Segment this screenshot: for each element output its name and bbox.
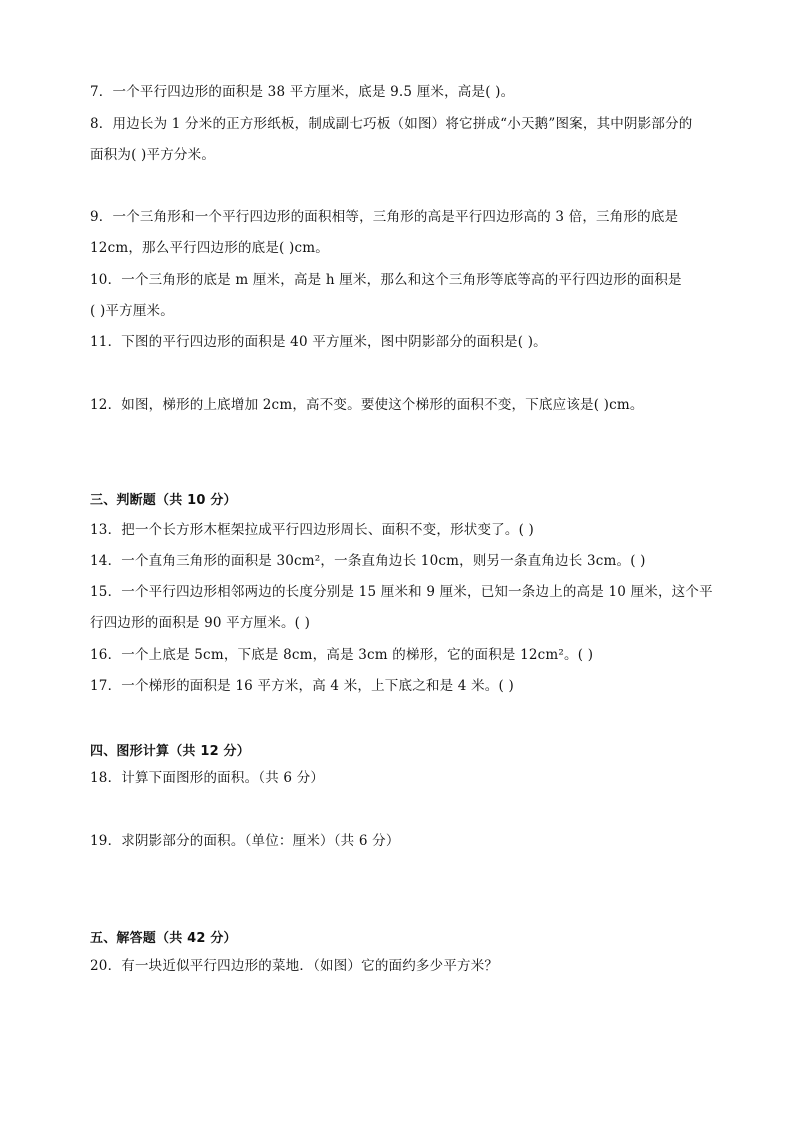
question-15-line-2: 行四边形的面积是 90 平方厘米。( ) xyxy=(90,615,311,631)
question-19: 19．求阴影部分的面积。（单位：厘米）（共 6 分） xyxy=(90,833,400,849)
question-20: 20．有一块近似平行四边形的菜地．（如图）它的面约多少平方米？ xyxy=(90,958,499,974)
question-11: 11．下图的平行四边形的面积是 40 平方厘米，图中阴影部分的面积是( )。 xyxy=(90,334,547,350)
section-heading-judgement: 三、判断题（共 10 分） xyxy=(90,493,237,508)
question-14: 14．一个直角三角形的面积是 30cm²，一条直角边长 10cm，则另一条直角边长 3cm。( ) xyxy=(90,553,646,569)
question-13: 13．把一个长方形木框架拉成平行四边形周长、面积不变，形状变了。( ) xyxy=(90,522,535,538)
section-heading-solution: 五、解答题（共 42 分） xyxy=(90,931,237,946)
question-7: 7．一个平行四边形的面积是 38 平方厘米，底是 9.5 厘米，高是( )。 xyxy=(90,84,515,100)
question-16: 16．一个上底是 5cm，下底是 8cm，高是 3cm 的梯形，它的面积是 12cm²。( ) xyxy=(90,647,594,663)
question-10-line-1: 10．一个三角形的底是 m 厘米，高是 h 厘米，那么和这个三角形等底等高的平行四边形的面积是 xyxy=(90,272,682,288)
question-17: 17．一个梯形的面积是 16 平方米，高 4 米，上下底之和是 4 米。( ) xyxy=(90,678,514,694)
question-8-line-1: 8．用边长为 1 分米的正方形纸板，制成副七巧板（如图）将它拼成“小天鹅”图案，其中阴影部分的 xyxy=(90,116,693,132)
question-18: 18．计算下面图形的面积。（共 6 分） xyxy=(90,770,325,786)
question-9-line-2: 12cm，那么平行四边形的底是( )cm。 xyxy=(90,240,329,256)
question-15-line-1: 15．一个平行四边形相邻两边的长度分别是 15 厘米和 9 厘米，已知一条边上的高是 10 厘米，这个平 xyxy=(90,584,713,600)
question-8-line-2: 面积为( )平方分米。 xyxy=(90,147,216,163)
question-9-line-1: 9．一个三角形和一个平行四边形的面积相等，三角形的高是平行四边形高的 3 倍，三角形的底是 xyxy=(90,209,679,225)
section-heading-figure-calc: 四、图形计算（共 12 分） xyxy=(90,744,250,759)
question-10-line-2: ( )平方厘米。 xyxy=(90,303,174,319)
question-12: 12．如图，梯形的上底增加 2cm，高不变。要使这个梯形的面积不变，下底应该是( )cm。 xyxy=(90,397,644,413)
